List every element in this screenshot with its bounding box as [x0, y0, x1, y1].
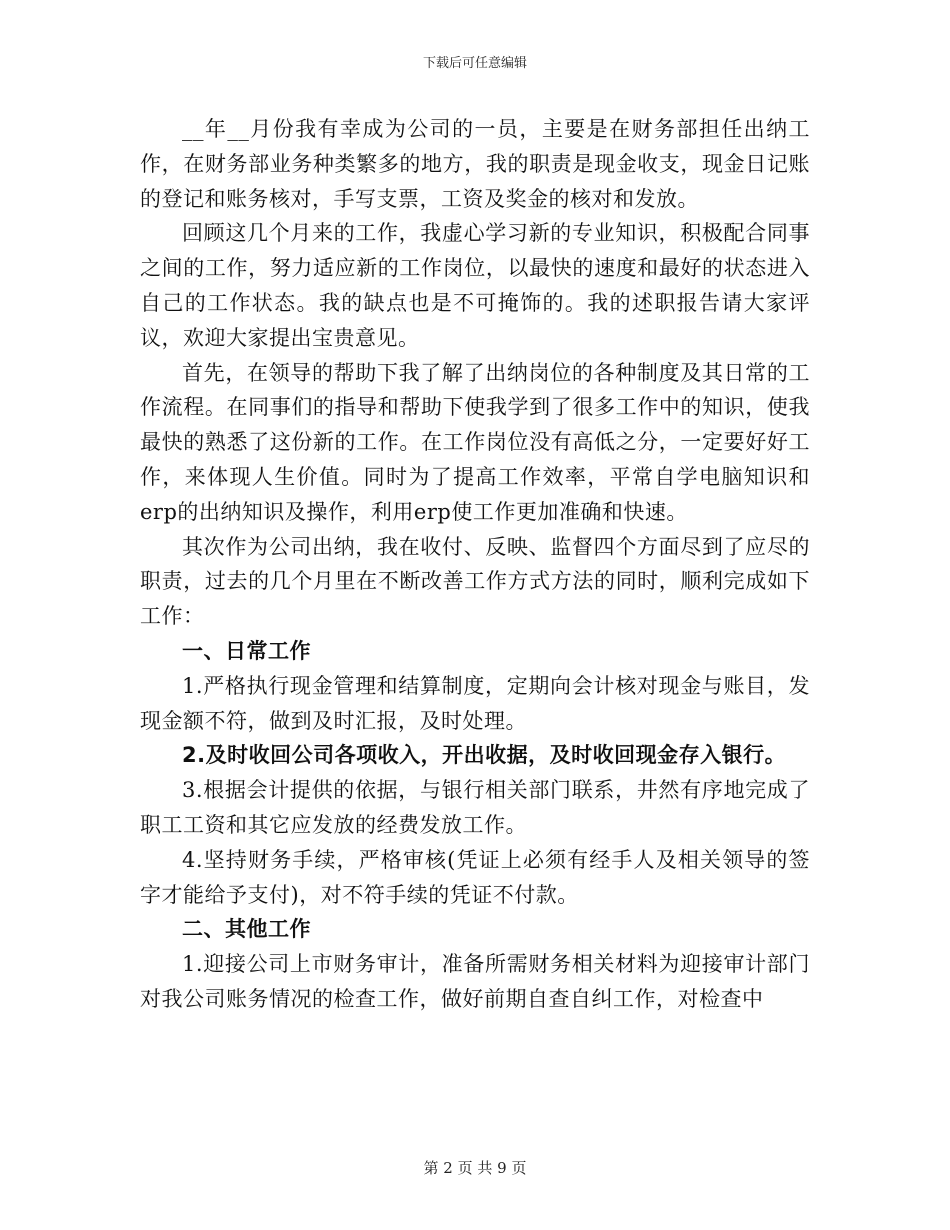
paragraph-review: 回顾这几个月来的工作，我虚心学习新的专业知识，积极配合同事之间的工作，努力适应新的工作岗位，以最快的速度和最好的状态进入自己的工作状态。我的缺点也是不可掩饰的。我的述职报告请大家评议，欢迎大家提出宝贵意见。: [140, 221, 810, 350]
paragraph-intro: __年__月份我有幸成为公司的一员，主要是在财务部担任出纳工作，在财务部业务种类繁多的地方，我的职责是现金收支，现金日记账的登记和账务核对，手写支票，工资及奖金的核对和发放。: [140, 117, 810, 211]
page-header: 下载后可任意编辑: [422, 56, 527, 71]
list-item-1-4: 4.坚持财务手续，严格审核(凭证上必须有经手人及相关领导的签字才能给予支付)，对不符手续的凭证不付款。: [140, 847, 810, 907]
list-item-1-1: 1.严格执行现金管理和结算制度，定期向会计核对现金与账目，发现金额不符，做到及时汇报，及时处理。: [140, 673, 810, 733]
list-item-1-3: 3.根据会计提供的依据，与银行相关部门联系，井然有序地完成了职工工资和其它应发放的经费发放工作。: [140, 778, 810, 837]
page-number-footer: 第 2 页 共 9 页: [423, 1159, 527, 1177]
document-body: [140, 112, 810, 1017]
paragraph-first: 首先，在领导的帮助下我了解了出纳岗位的各种制度及其日常的工作流程。在同事们的指导和帮助下使我学到了很多工作中的知识，使我最快的熟悉了这份新的工作。在工作岗位没有高低之分，一定要好好工作，来体现人生价值。同时为了提高工作效率，平常自学电脑知识和erp的出纳知识及操作，利用erp使工作更加准确和快速。: [140, 360, 810, 524]
list-item-1-2: 2.及时收回公司各项收入，开出收据，及时收回现金存入银行。: [182, 743, 787, 768]
list-item-2-1: 1.迎接公司上市财务审计，准备所需财务相关材料为迎接审计部门对我公司账务情况的检查工作，做好前期自查自纠工作，对检查中: [140, 952, 810, 1011]
section-heading-daily-work: 一、日常工作: [182, 638, 311, 663]
section-heading-other-work: 二、其他工作: [182, 917, 311, 942]
paragraph-second: 其次作为公司出纳，我在收付、反映、监督四个方面尽到了应尽的职责，过去的几个月里在不断改善工作方式方法的同时，顺利完成如下工作：: [140, 534, 810, 629]
